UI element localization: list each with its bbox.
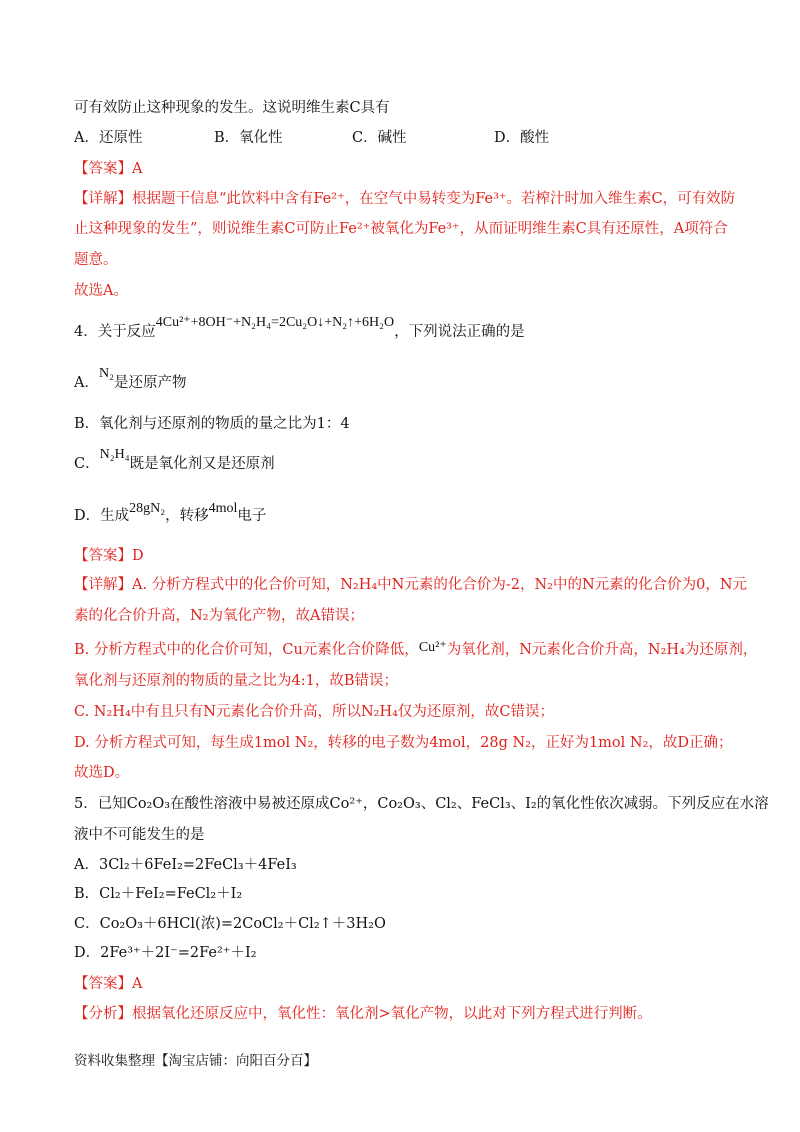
q3-choose: 故选A。 xyxy=(74,283,128,299)
page-footer: 资料收集整理【淘宝店铺：向阳百分百】 xyxy=(74,1053,317,1069)
q5-option-a: A．3Cl₂＋6FeI₂=2FeCl₃＋4FeI₃ xyxy=(74,857,297,873)
q4-detail-2: 素的化合价升高，N₂为氧化产物，故A错误； xyxy=(74,608,364,624)
q4-detail-4: 氧化剂与还原剂的物质的量之比为4:1，故B错误； xyxy=(74,673,398,689)
q5-option-b: B．Cl₂＋FeI₂=FeCl₂＋I₂ xyxy=(74,886,243,902)
q4-option-a-formula: N₂ xyxy=(98,366,114,381)
q5-analysis: 【分析】根据氧化还原反应中，氧化性：氧化剂>氧化产物，以此对下列方程式进行判断。 xyxy=(74,1006,652,1022)
q3-option-d: D．酸性 xyxy=(494,130,550,146)
q4-option-d-mass: 28gN₂ xyxy=(129,501,166,516)
q4-detail-1: 【详解】A. 分析方程式中的化合价可知，N₂H₄中N元素的化合价为-2，N₂中的N元素的化合价为0，N元 xyxy=(74,577,748,593)
q4-option-a: A．N₂是还原产物 xyxy=(74,366,187,391)
q5-option-c: C．Co₂O₃＋6HCl(浓)=2CoCl₂＋Cl₂↑＋3H₂O xyxy=(74,916,386,932)
q3-option-a: A．还原性 xyxy=(74,130,143,146)
q3-option-b: B．氧化性 xyxy=(214,130,283,146)
q3-detail-line2: 止这种现象的发生”，则说维生素C可防止Fe²⁺被氧化为Fe³⁺，从而证明维生素C具有还原性，A项符合 xyxy=(74,221,728,237)
q4-equation: 4Cu²⁺+8OH⁻+N₂H₄=2Cu₂O↓+N₂↑+6H₂O xyxy=(155,315,395,330)
q3-detail-line3: 题意。 xyxy=(74,252,118,268)
q3-stem-tail: 可有效防止这种现象的发生。这说明维生素C具有 xyxy=(74,100,390,116)
q3-option-c: C．碱性 xyxy=(352,130,407,146)
q4-option-d-moles: 4mol xyxy=(208,501,238,516)
q4-detail-6: D. 分析方程式可知，每生成1mol N₂，转移的电子数为4mol，28g N₂，正好为1mol N₂，故D正确； xyxy=(74,735,733,751)
q5-stem-1: 5．已知Co₂O₃在酸性溶液中易被还原成Co²⁺，Co₂O₃、Cl₂、FeCl₃、I₂的氧化性依次减弱。下列反应在水溶 xyxy=(74,796,769,812)
q3-answer: 【答案】A xyxy=(74,161,143,177)
q4-detail-5: C. N₂H₄中有且只有N元素化合价升高，所以N₂H₄仅为还原剂，故C错误； xyxy=(74,704,554,720)
q5-answer: 【答案】A xyxy=(74,976,143,992)
q5-option-d: D．2Fe³⁺＋2I⁻=2Fe²⁺＋I₂ xyxy=(74,945,257,961)
q4-detail-3-formula: Cu²⁺ xyxy=(418,640,447,655)
q5-stem-2: 液中不可能发生的是 xyxy=(74,827,205,843)
q4-stem-pre: 4．关于反应 xyxy=(74,324,156,340)
q4-option-d: D．生成28gN₂，转移4mol电子 xyxy=(74,501,267,524)
q4-choose: 故选D。 xyxy=(74,765,130,781)
q4-stem xyxy=(74,315,525,343)
q3-detail-line1: 【详解】根据题干信息“此饮料中含有Fe²⁺，在空气中易转变为Fe³⁺。若榨汁时加入维生素C，可有效防 xyxy=(74,191,736,207)
q4-answer: 【答案】D xyxy=(74,548,144,564)
q4-option-c: C．N₂H₄既是氧化剂又是还原剂 xyxy=(74,447,275,472)
q4-stem-post: ，下列说法正确的是 xyxy=(394,324,525,340)
q4-option-c-formula: N₂H₄ xyxy=(99,447,130,462)
q4-option-b: B．氧化剂与还原剂的物质的量之比为1：4 xyxy=(74,416,350,432)
q4-detail-3: B. 分析方程式中的化合价可知，Cu元素化合价降低，Cu²⁺为氧化剂，N元素化合价升高，N₂H₄为还原剂， xyxy=(74,640,758,658)
